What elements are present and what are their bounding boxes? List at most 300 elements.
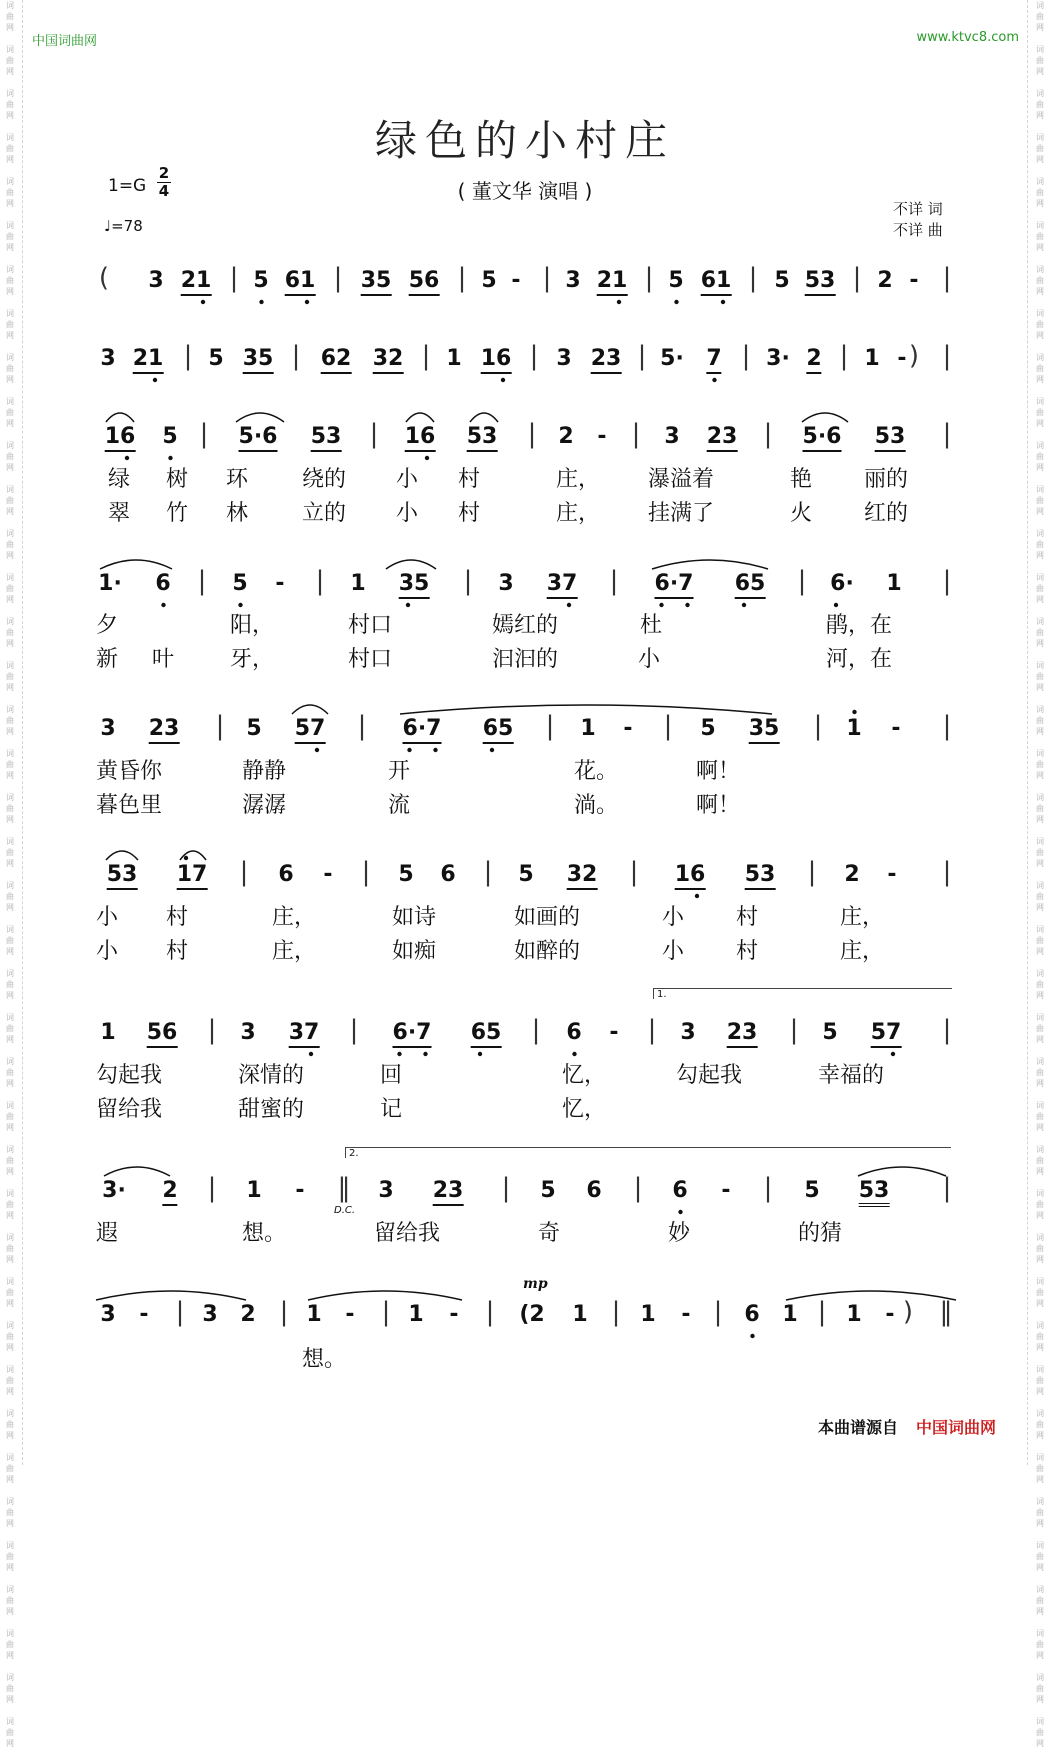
barline: ( xyxy=(98,263,110,293)
lyric-syllable: 挂满了 xyxy=(648,501,715,526)
side-watermark-right: 词 曲 网 词 曲 网 词 曲 网 词 曲 网 词 曲 网 词 曲 网 词 曲 网 词 曲 网 词 曲 网 词 曲 网 词 曲 网 词 曲 网 词 曲 网 词 曲 网 词 曲 网 词 曲 网 词 曲 网 词 曲 网 词 曲 网 词 曲 网 词 曲 网 词 曲 网 词 曲 网 词 曲 网 词 曲 网 词 曲 网 词 曲 网 词 曲 网 词 曲 网 词 曲 网 词 曲 网 词 曲 网 词 曲 网 词 曲 网 词 曲 网 词 曲 网 词 曲 网 词 曲 网 词 曲 网 词 曲 网 xyxy=(1036,1,1044,1748)
note: 21 xyxy=(181,268,212,296)
barline: | xyxy=(463,566,473,596)
barline: | xyxy=(942,857,952,887)
note: - xyxy=(721,1178,731,1203)
lyric-syllable: 忆， xyxy=(562,1097,607,1122)
barline: | xyxy=(529,341,539,371)
barline: | xyxy=(942,263,952,293)
octave-dot-below xyxy=(617,300,621,304)
note: 35 xyxy=(749,716,780,744)
margin-line-left xyxy=(22,0,23,1465)
barline: | xyxy=(215,711,225,741)
barline: | xyxy=(852,263,862,293)
note: - xyxy=(511,268,521,293)
score-row-4 xyxy=(96,565,956,605)
barline: | xyxy=(291,341,301,371)
note: 3 xyxy=(498,571,514,596)
octave-dot-below xyxy=(659,603,663,607)
lyric-syllable: 牙， xyxy=(230,647,275,672)
note: 3 xyxy=(240,1020,256,1045)
slur xyxy=(802,413,848,422)
score-row-5 xyxy=(96,710,956,750)
time-signature xyxy=(157,165,171,200)
barline: | xyxy=(207,1015,217,1045)
header-site-url[interactable]: www.ktvc8.com xyxy=(916,30,1019,45)
octave-dot-below xyxy=(407,748,411,752)
barline: | xyxy=(637,341,647,371)
note: 2 xyxy=(240,1302,256,1327)
slur xyxy=(106,413,134,422)
note: 5 xyxy=(822,1020,838,1045)
note: 3 xyxy=(202,1302,218,1327)
score-row-marks xyxy=(96,710,956,750)
note: - xyxy=(597,424,607,449)
note: 62 xyxy=(321,346,352,374)
lyric-line-r4a xyxy=(96,608,956,636)
score-row-6 xyxy=(96,856,956,896)
note: 16 xyxy=(675,862,706,890)
lyric-syllable: 庄， xyxy=(272,905,317,930)
octave-dot-below xyxy=(315,748,319,752)
barline: | xyxy=(357,711,367,741)
note: 5 xyxy=(518,862,534,887)
note: - xyxy=(885,1302,895,1327)
barline: | xyxy=(942,711,952,741)
note: 3 xyxy=(100,1302,116,1327)
slur xyxy=(386,560,436,569)
octave-dot-below xyxy=(572,1052,576,1056)
lyric-syllable: 树 xyxy=(166,467,189,492)
note: - xyxy=(323,862,333,887)
score-row-marks xyxy=(96,565,956,605)
lyric-syllable: 阳， xyxy=(230,613,275,638)
note: 17 xyxy=(177,862,208,890)
score-row-marks xyxy=(96,340,956,380)
dynamic-marking: mp xyxy=(523,1276,548,1292)
octave-dot-below xyxy=(153,378,157,382)
note: 23 xyxy=(591,346,622,374)
note: 3 xyxy=(100,716,116,741)
octave-dot-below xyxy=(425,456,429,460)
octave-dot-below xyxy=(478,1052,482,1056)
barline: | xyxy=(741,341,751,371)
note: 1 xyxy=(446,346,462,371)
note: 65 xyxy=(483,716,514,744)
octave-dot-below xyxy=(423,1052,427,1056)
lyric-syllable: 村 xyxy=(736,905,759,930)
note: 5 xyxy=(668,268,684,293)
barline: | xyxy=(644,263,654,293)
barline: | xyxy=(361,857,371,887)
lyric-syllable: 河，在 xyxy=(826,647,893,672)
lyric-syllable: 杜 xyxy=(640,613,663,638)
note: 35 xyxy=(243,346,274,374)
lyric-syllable: 竹 xyxy=(166,501,189,526)
side-watermark-left: 词 曲 网 词 曲 网 词 曲 网 词 曲 网 词 曲 网 词 曲 网 词 曲 网 词 曲 网 词 曲 网 词 曲 网 词 曲 网 词 曲 网 词 曲 网 词 曲 网 词 曲 网 词 曲 网 词 曲 网 词 曲 网 词 曲 网 词 曲 网 词 曲 网 词 曲 网 词 曲 网 词 曲 网 词 曲 网 词 曲 网 词 曲 网 词 曲 网 词 曲 网 词 曲 网 词 曲 网 词 曲 网 词 曲 网 词 曲 网 词 曲 网 词 曲 网 词 曲 网 词 曲 网 词 曲 网 词 曲 网 xyxy=(6,1,14,1748)
lyric-syllable: 勾起我 xyxy=(676,1063,743,1088)
barline: | xyxy=(633,1173,643,1203)
lyric-syllable: 奇 xyxy=(538,1221,561,1246)
lyric-line-r8a xyxy=(96,1216,956,1244)
lyric-syllable: 立的 xyxy=(302,501,347,526)
note: 1 xyxy=(782,1302,798,1327)
barline: | xyxy=(349,1015,359,1045)
octave-dot-below xyxy=(305,300,309,304)
note: 6 xyxy=(566,1020,582,1045)
note: 2 xyxy=(844,862,860,887)
slur xyxy=(400,705,772,714)
volta-second-ending xyxy=(345,1147,951,1158)
lyric-syllable: 流 xyxy=(388,793,411,818)
volta-first-ending xyxy=(653,988,952,999)
note: 2 xyxy=(162,1178,177,1206)
note: 2 xyxy=(877,268,893,293)
margin-line-right xyxy=(1027,0,1028,1465)
barline: | xyxy=(207,1173,217,1203)
octave-dot-below xyxy=(742,603,746,607)
note: 2 xyxy=(806,346,821,374)
note: 61 xyxy=(285,268,316,296)
note: 3 xyxy=(378,1178,394,1203)
barline: | xyxy=(183,341,193,371)
lyric-syllable: 村口 xyxy=(348,647,393,672)
note: 5 xyxy=(804,1178,820,1203)
lyric-syllable: 丽的 xyxy=(864,467,909,492)
lyric-syllable: 小 xyxy=(638,647,661,672)
note: 3 xyxy=(664,424,680,449)
octave-dot-below xyxy=(501,378,505,382)
slur xyxy=(652,560,768,569)
note: 1 xyxy=(846,716,862,741)
barline: | xyxy=(175,1297,185,1327)
lyric-syllable: 留给我 xyxy=(374,1221,441,1246)
footer-site-link[interactable]: 中国词曲网 xyxy=(916,1418,997,1437)
octave-dot-above xyxy=(184,856,188,860)
lyric-syllable: 小 xyxy=(396,467,419,492)
note: 1 xyxy=(246,1178,262,1203)
lyric-syllable: 村 xyxy=(166,939,189,964)
lyric-syllable: 开 xyxy=(388,759,411,784)
note: 21 xyxy=(597,268,628,296)
barline: | xyxy=(807,857,817,887)
lyric-syllable: 想。 xyxy=(302,1347,347,1372)
quarter-note-icon: ♩ xyxy=(104,217,112,235)
note: 6·7 xyxy=(393,1020,432,1048)
note: 5 xyxy=(232,571,248,596)
note: 1 xyxy=(306,1302,322,1327)
barline: | xyxy=(229,263,239,293)
note: 3 xyxy=(556,346,572,371)
note: - xyxy=(891,716,901,741)
note: 5 xyxy=(481,268,497,293)
note: - xyxy=(887,862,897,887)
lyric-syllable: 勾起我 xyxy=(96,1063,163,1088)
dc-marking: D.C. xyxy=(334,1205,356,1216)
barline: | xyxy=(531,1015,541,1045)
barline: | xyxy=(381,1297,391,1327)
note: 56 xyxy=(409,268,440,296)
lyric-syllable: 小 xyxy=(96,905,119,930)
octave-dot-below xyxy=(685,603,689,607)
score-row-9 xyxy=(96,1296,956,1336)
note: 5 xyxy=(398,862,414,887)
note: 1 xyxy=(640,1302,656,1327)
footer-source xyxy=(818,1415,996,1438)
lyric-syllable: 如醉的 xyxy=(514,939,581,964)
barline: | xyxy=(197,566,207,596)
lyric-syllable: 小 xyxy=(396,501,419,526)
barline: | xyxy=(239,857,249,887)
slur xyxy=(100,560,172,569)
lyric-syllable: 甜蜜的 xyxy=(238,1097,305,1122)
note: - xyxy=(449,1302,459,1327)
note: 23 xyxy=(433,1178,464,1206)
note: 23 xyxy=(149,716,180,744)
score-row-8 xyxy=(96,1172,956,1212)
note: 1 xyxy=(100,1020,116,1045)
lyric-syllable: 村口 xyxy=(348,613,393,638)
lyric-syllable: 妙 xyxy=(668,1221,691,1246)
note: 57 xyxy=(871,1020,902,1048)
octave-dot-below xyxy=(406,603,410,607)
note: 1 xyxy=(864,346,880,371)
note: - xyxy=(139,1302,149,1327)
slur xyxy=(106,851,138,860)
lyric-syllable: 深情的 xyxy=(238,1063,305,1088)
lyric-line-r5b xyxy=(96,788,956,816)
octave-dot-below xyxy=(750,1334,754,1338)
note: 53 xyxy=(311,424,342,452)
barline: ) xyxy=(902,1297,914,1327)
note: - xyxy=(345,1302,355,1327)
octave-dot-below xyxy=(238,603,242,607)
octave-dot-below xyxy=(695,894,699,898)
lyric-syllable: 啊！ xyxy=(696,793,741,818)
note: 1 xyxy=(886,571,902,596)
note: 32 xyxy=(373,346,404,374)
lyric-syllable: 的猜 xyxy=(798,1221,843,1246)
lyric-syllable: 林 xyxy=(226,501,249,526)
volta-1-label: 1. xyxy=(657,989,667,1000)
note: - xyxy=(623,716,633,741)
tempo-value: =78 xyxy=(111,217,143,235)
key-signature: 1=G xyxy=(108,176,147,196)
barline: | xyxy=(527,419,537,449)
lyric-syllable: 村 xyxy=(458,501,481,526)
barline: | xyxy=(663,711,673,741)
lyric-syllable: 绿 xyxy=(108,467,131,492)
note: 3 xyxy=(565,268,581,293)
note: 21 xyxy=(133,346,164,374)
note: 57 xyxy=(295,716,326,744)
lyric-line-r3a xyxy=(96,462,956,490)
slur xyxy=(470,413,498,422)
barline: | xyxy=(315,566,325,596)
lyric-syllable: 村 xyxy=(166,905,189,930)
note: 35 xyxy=(361,268,392,296)
barline: | xyxy=(279,1297,289,1327)
note: 61 xyxy=(701,268,732,296)
lyric-syllable: 潺潺 xyxy=(242,793,287,818)
barline: | xyxy=(789,1015,799,1045)
slur xyxy=(292,705,328,714)
volta-2-label: 2. xyxy=(349,1148,359,1159)
note: 5 xyxy=(246,716,262,741)
footer-source-label: 本曲谱源自 xyxy=(818,1418,899,1437)
note: 37 xyxy=(289,1020,320,1048)
note: 5·6 xyxy=(803,424,842,452)
note: 16 xyxy=(405,424,436,452)
note: - xyxy=(897,346,907,371)
octave-dot-below xyxy=(674,300,678,304)
note: 6·7 xyxy=(655,571,694,599)
note: 3 xyxy=(680,1020,696,1045)
lyric-syllable: 小 xyxy=(662,939,685,964)
note: 53 xyxy=(467,424,498,452)
note: 37 xyxy=(547,571,578,599)
octave-dot-below xyxy=(490,748,494,752)
slur xyxy=(236,413,284,422)
note: 35 xyxy=(399,571,430,599)
octave-dot-below xyxy=(168,456,172,460)
lyric-syllable: 啊！ xyxy=(696,759,741,784)
tempo-marking xyxy=(104,217,143,235)
lyric-syllable: 遐 xyxy=(96,1221,119,1246)
lyric-syllable: 庄， xyxy=(840,905,885,930)
score-row-marks xyxy=(96,1172,956,1212)
barline: | xyxy=(631,419,641,449)
note: 5 xyxy=(540,1178,556,1203)
lyric-syllable: 回 xyxy=(380,1063,403,1088)
note: 1 xyxy=(846,1302,862,1327)
note: 23 xyxy=(727,1020,758,1048)
octave-dot-below xyxy=(834,603,838,607)
header-site-name[interactable]: 中国词曲网 xyxy=(32,34,98,49)
barline: | xyxy=(421,341,431,371)
slur xyxy=(104,1167,170,1176)
octave-dot-below xyxy=(309,1052,313,1056)
lyric-line-r7b xyxy=(96,1092,956,1120)
lyric-syllable: 暮色里 xyxy=(96,793,163,818)
singer-credit: ( 董文华 演唱 ) xyxy=(457,179,593,203)
note: 53 xyxy=(745,862,776,890)
lyric-syllable: 绕的 xyxy=(302,467,347,492)
note: 3 xyxy=(148,268,164,293)
note: 6 xyxy=(440,862,456,887)
note: 5 xyxy=(208,346,224,371)
octave-dot-below xyxy=(678,1210,682,1214)
lyric-syllable: 淌。 xyxy=(574,793,619,818)
score-row-2 xyxy=(96,340,956,380)
slur xyxy=(96,1291,246,1300)
note: 5· xyxy=(660,346,684,371)
lyric-line-r6b xyxy=(96,934,956,962)
note: 1 xyxy=(408,1302,424,1327)
lyric-line-r7a xyxy=(96,1058,956,1086)
octave-dot-below xyxy=(259,300,263,304)
lyric-syllable: 艳 xyxy=(790,467,813,492)
note: 1 xyxy=(580,716,596,741)
note: - xyxy=(609,1020,619,1045)
note: 6·7 xyxy=(403,716,442,744)
score-row-7 xyxy=(96,1014,956,1054)
note: 3· xyxy=(102,1178,126,1203)
note: 16 xyxy=(105,424,136,452)
note: 53 xyxy=(859,1178,890,1207)
lyric-syllable: 村 xyxy=(458,467,481,492)
lyric-syllable: 花。 xyxy=(574,759,619,784)
note: 6 xyxy=(278,862,294,887)
lyric-syllable: 小 xyxy=(662,905,685,930)
song-title: 绿色的小村庄 xyxy=(374,116,675,165)
lyric-syllable: 新 xyxy=(96,647,119,672)
lyric-syllable: 静静 xyxy=(242,759,287,784)
barline: | xyxy=(647,1015,657,1045)
barline: | xyxy=(942,1173,952,1203)
barline: | xyxy=(817,1297,827,1327)
composer-credit: 不详 曲 xyxy=(893,221,943,239)
lyric-syllable: 庄， xyxy=(556,467,601,492)
lyric-syllable: 火 xyxy=(790,501,813,526)
barline: | xyxy=(199,419,209,449)
lyricist-credit: 不详 词 xyxy=(893,200,943,218)
note: - xyxy=(295,1178,305,1203)
lyric-syllable: 叶 xyxy=(152,647,175,672)
lyric-syllable: 如诗 xyxy=(392,905,437,930)
barline: ‖ xyxy=(337,1173,351,1203)
lyric-syllable: 如痴 xyxy=(392,939,437,964)
note: 65 xyxy=(471,1020,502,1048)
lyric-syllable: 幸福的 xyxy=(818,1063,885,1088)
barline: | xyxy=(369,419,379,449)
note: 3 xyxy=(100,346,116,371)
lyric-syllable: 村 xyxy=(736,939,759,964)
barline: | xyxy=(545,711,555,741)
note: - xyxy=(275,571,285,596)
barline: | xyxy=(942,566,952,596)
barline: | xyxy=(629,857,639,887)
score-row-3 xyxy=(96,418,956,458)
octave-dot-below xyxy=(433,748,437,752)
octave-dot-below xyxy=(891,1052,895,1056)
note: 6 xyxy=(155,571,171,596)
octave-dot-below xyxy=(721,300,725,304)
barline: | xyxy=(839,341,849,371)
note: 1· xyxy=(98,571,122,596)
note: - xyxy=(909,268,919,293)
lyric-syllable: 环 xyxy=(226,467,249,492)
lyric-line-r4b xyxy=(96,642,956,670)
lyric-syllable: 红的 xyxy=(864,501,909,526)
barline: | xyxy=(942,419,952,449)
barline: | xyxy=(542,263,552,293)
note: 53 xyxy=(805,268,836,296)
note: 1 xyxy=(350,571,366,596)
barline: | xyxy=(713,1297,723,1327)
note: 5 xyxy=(774,268,790,293)
barline: | xyxy=(609,566,619,596)
note: 53 xyxy=(107,862,138,890)
lyric-syllable: 庄， xyxy=(272,939,317,964)
note: 53 xyxy=(875,424,906,452)
barline: | xyxy=(942,1015,952,1045)
barline: | xyxy=(942,341,952,371)
time-signature-bottom: 4 xyxy=(158,182,170,200)
slur xyxy=(858,1167,946,1176)
lyric-line-r3b xyxy=(96,496,956,524)
note: 65 xyxy=(735,571,766,599)
